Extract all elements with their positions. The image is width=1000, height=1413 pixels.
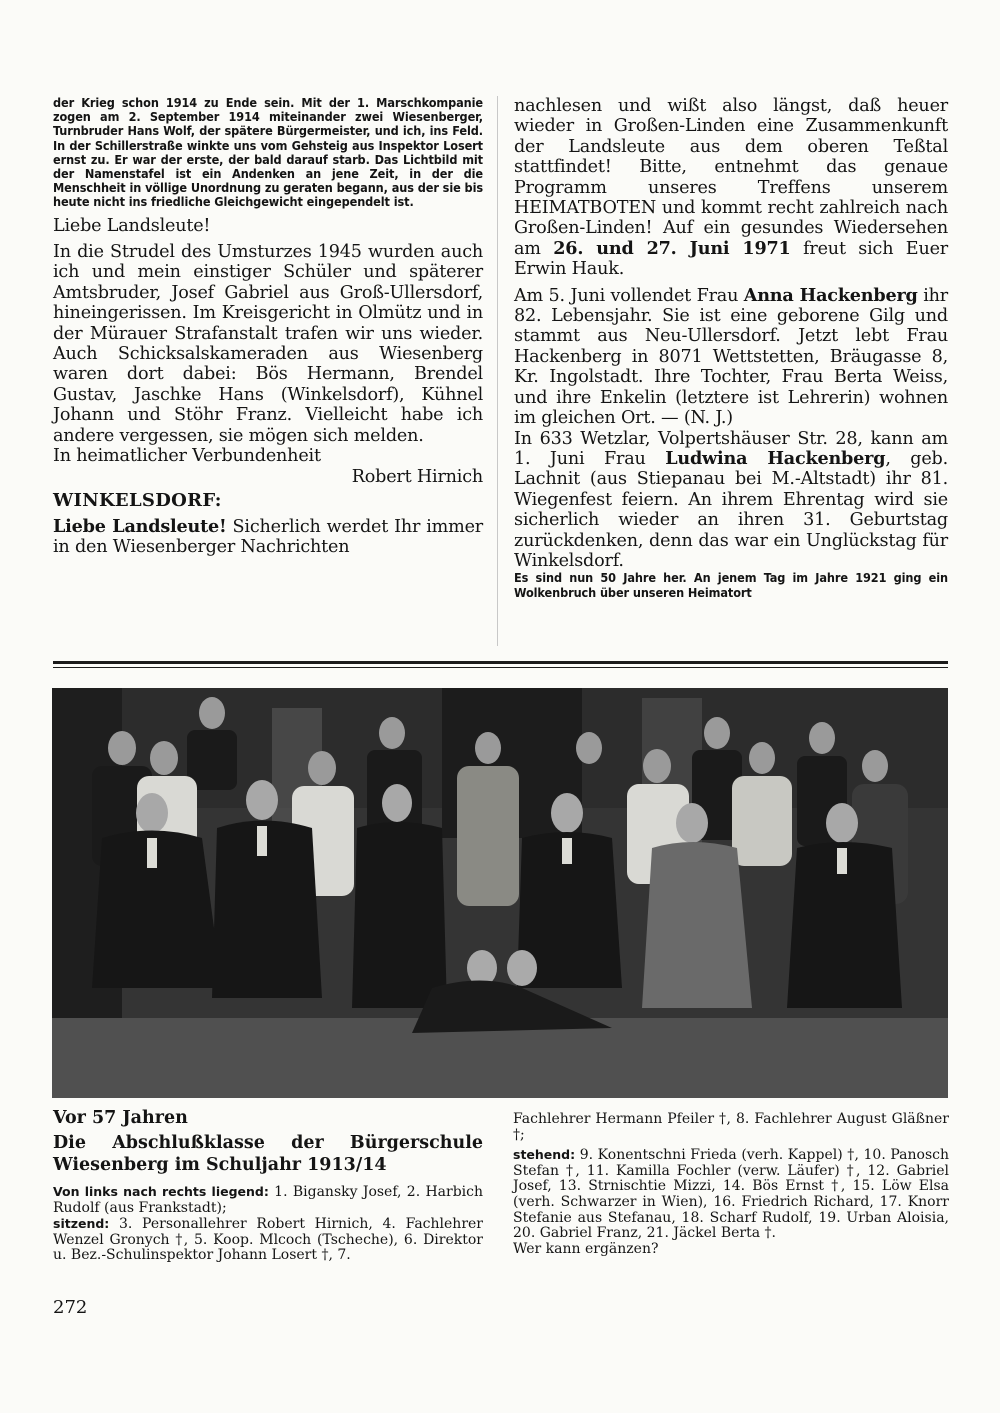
birthday-anna-b: ihr 82. Lebensjahr. Sie ist eine geborene Gilg und stammt aus Neu-Ullersdorf. Jetzt lebt Frau Hackenberg in 8071 Wettstetten, Bräugasse 8, Kr. Ingolstadt. Ihre Tochter, Frau Berta Weiss, und ihre Enkelin (letztere ist Lehrerin) wohnen im gleichen Ort. — (N. J.) [514, 285, 948, 429]
caption-liegend-text: 1. Bigansky Josef, 2. Harbich Rudolf (aus Frankstadt); [53, 1184, 483, 1216]
meeting-announcement [514, 96, 948, 280]
section-rule-thick [53, 661, 948, 664]
caption-title: Vor 57 Jahren [53, 1108, 188, 1128]
winkelsdorf-lead-rest: Sicherlich werdet Ihr immer in den Wiesenberger Nachrichten [53, 516, 484, 558]
salutation: Liebe Landsleute! [53, 215, 211, 236]
caption-sitzend-text: 3. Personallehrer Robert Hirnich, 4. Fachlehrer Wenzel Gronych †, 5. Koop. Mlcoch (Tscheche), 6. Direktor u. Bez.-Schulinspektor Johann Losert †, 7. [53, 1216, 483, 1264]
caption-subtitle: Die Abschlußklasse der Bürgerschule Wiesenberg im Schuljahr 1913/14 [53, 1133, 483, 1175]
birthday-ludwina-b: , geb. Lachnit (aus Stiepanau bei M.-Altstadt) ihr 81. Wiegenfest feiern. An ihrem Ehrentag wird sie sicherlich wieder an ihren 31. Geburtstag zurückdenken, denn das war ein Unglückstag für Winkelsdorf. [514, 448, 948, 571]
birthday-anna [514, 286, 948, 429]
letter-closing: In heimatlicher Verbundenheit [53, 446, 321, 467]
caption-stehend-label: stehend: [513, 1147, 576, 1163]
section-heading-winkelsdorf: WINKELSDORF: [53, 489, 222, 511]
caption-left [53, 1108, 483, 1264]
birthday-ludwina-name: Ludwina Hackenberg [665, 447, 886, 469]
birthday-anna-a: Am 5. Juni vollendet Frau [514, 285, 744, 306]
meeting-text-b: freut sich Euer Erwin Hauk. [514, 238, 949, 280]
caption-liegend-label: Von links nach rechts liegend: [53, 1184, 269, 1199]
caption-question: Wer kann ergänzen? [513, 1240, 659, 1257]
caption-stehend-text: 9. Konentschni Frieda (verh. Kappel) †, 10. Panosch Stefan †, 11. Kamilla Fochler (verw. Läufer) †, 12. Gabriel Josef, 13. Strnischtie Mizzi, 14. Bös Ernst †, 15. Löw Elsa (verh. Schwarzer in Wien), 16. Friedrich Richard, 17. Knorr Stefanie aus Stefanau, 18. Scharf Rudolf, 19. Urban Aloisia, 20. Gabriel Franz, 21. Jäckel Berta †. [513, 1147, 949, 1242]
left-column [53, 96, 483, 558]
page-number: 272 [53, 1297, 88, 1318]
letter-signature: Robert Hirnich [351, 466, 483, 487]
caption-right [513, 1112, 949, 1257]
memoir-paragraph: der Krieg schon 1914 zu Ende sein. Mit der 1. Marschkompanie zogen am 2. September 1914 miteinander zwei Wiesenberger, Turnbruder Hans Wolf, der spätere Bürgermeister, und ich, ins Feld. In der Schillerstraße winkte uns vom Gehsteig aus Inspektor Losert ernst zu. Er war der erste, der bald darauf starb. Das Lichtbild mit der Namenstafel ist ein Andenken an jene Zeit, in der die Menschheit in völlige Unordnung zu geraten begann, aus der sie bis heute nicht ins friedliche Gleichgewicht eingependelt ist. [53, 95, 483, 210]
column-divider [497, 96, 498, 646]
section-rule-thin [53, 667, 948, 668]
birthday-anna-name: Anna Hackenberg [743, 284, 918, 306]
class-photo [52, 688, 948, 1098]
birthday-ludwina [514, 429, 948, 572]
birthday-ludwina-a: In 633 Wetzlar, Volpertshäuser Str. 28, kann am 1. Juni Frau [514, 428, 948, 469]
caption-sitzend [53, 1216, 483, 1264]
caption-continued: Fachlehrer Hermann Pfeiler †, 8. Fachlehrer August Gläßner †; [513, 1111, 949, 1143]
caption-sitzend-label: sitzend: [53, 1216, 110, 1232]
meeting-text-a: nachlesen und wißt also längst, daß heuer wieder in Großen-Linden eine Zusammenkunft der Landsleute aus dem oberen Teßtal stattfindet! Bitte, entnehmt das genaue Programm unseres Treffens unserem HEIMATBOTEN und kommt recht zahlreich nach Großen-Linden! Auf ein gesundes Wiedersehen am [514, 96, 948, 259]
flood-paragraph: Es sind nun 50 Jahre her. An jenem Tag im Jahre 1921 ging ein Wolkenbruch über unseren Heimatort [514, 570, 948, 600]
class-photo-illustration [52, 688, 948, 1098]
letter-body: In die Strudel des Umsturzes 1945 wurden auch ich und mein einstiger Schüler und späterer Amtsbruder, Josef Gabriel aus Groß-Ullersdorf, hineingerissen. Im Kreisgericht in Olmütz und in der Mürauer Strafanstalt trafen wir uns wieder. Auch Schicksalskameraden aus Wiesenberg waren dort dabei: Bös Hermann, Brendel Gustav, Jaschke Hans (Winkelsdorf), Kühnel Johann und Stöhr Franz. Vielleicht habe ich andere vergessen, sie mögen sich melden. [53, 242, 483, 446]
winkelsdorf-lead: Liebe Landsleute! [53, 515, 227, 537]
right-column [514, 96, 948, 600]
winkelsdorf-intro [53, 517, 483, 558]
meeting-date: 26. und 27. Juni 1971 [553, 237, 791, 259]
caption-liegend [53, 1184, 483, 1216]
caption-stehend [513, 1147, 949, 1242]
